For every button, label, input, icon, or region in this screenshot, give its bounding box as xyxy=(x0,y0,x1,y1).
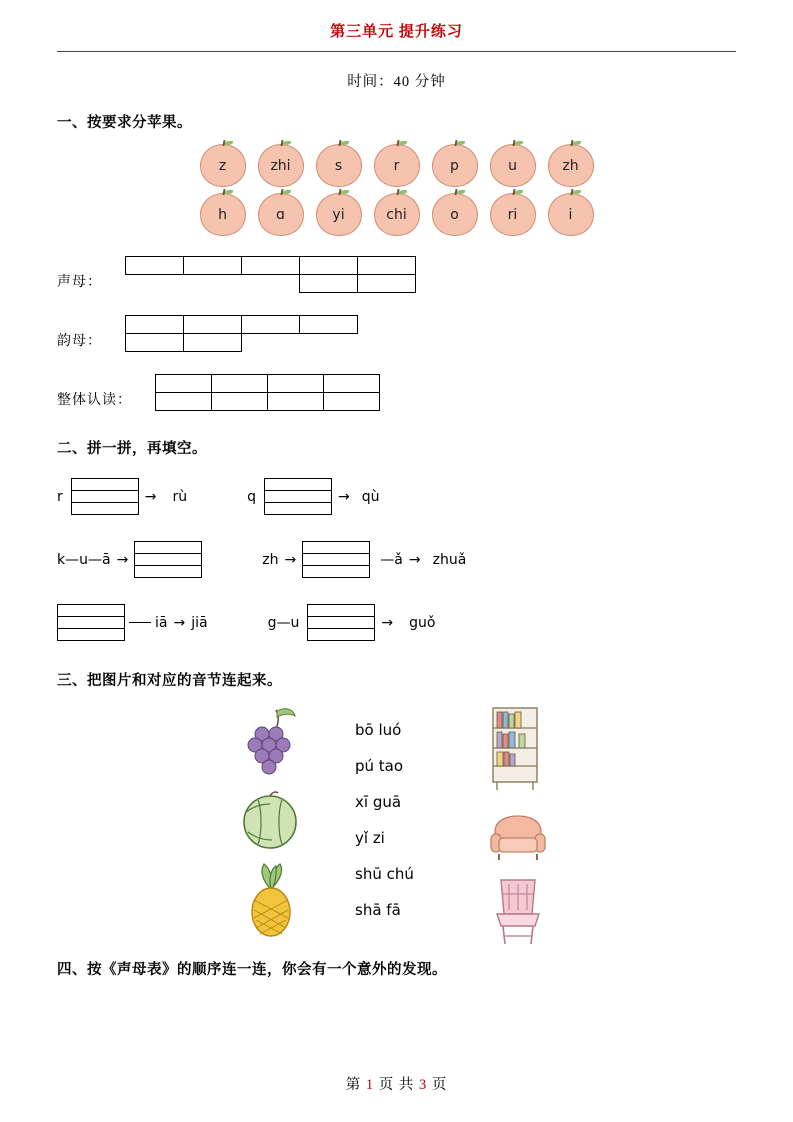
apple-item[interactable]: i xyxy=(548,193,594,236)
apple-item[interactable]: r xyxy=(374,144,420,187)
answer-box[interactable] xyxy=(71,478,139,515)
spell-result: zhuǎ xyxy=(432,551,467,568)
box-cell[interactable] xyxy=(303,566,370,578)
shengmu-answer-grid[interactable] xyxy=(125,256,416,293)
syllable-item[interactable]: bō luó xyxy=(355,721,402,739)
grid-cell[interactable] xyxy=(358,275,416,293)
apple-item[interactable]: chi xyxy=(374,193,420,236)
spell-prefix: zh xyxy=(262,551,279,568)
apple-item[interactable]: z xyxy=(200,144,246,187)
grid-cell[interactable] xyxy=(184,257,242,275)
shengmu-row xyxy=(57,256,793,293)
syllable-item[interactable]: shā fā xyxy=(355,901,401,919)
time-limit-text: 时间：40 分钟 xyxy=(347,74,446,90)
section-heading-two: 二、拼一拼，再填空。 xyxy=(57,441,207,457)
apple-row-2 xyxy=(200,193,594,236)
spell-result: rù xyxy=(172,488,188,505)
grid-cell xyxy=(126,275,184,293)
grid-cell[interactable] xyxy=(126,334,184,352)
syllable-item[interactable]: yǐ zi xyxy=(355,829,385,847)
yunmu-row xyxy=(57,315,793,352)
footer-prefix: 第 xyxy=(345,1077,362,1093)
connector-line xyxy=(129,622,151,623)
page-title: 第三单元 提升练习 xyxy=(330,24,463,40)
yunmu-label: 韵母： xyxy=(57,334,102,349)
spell-prefix: g—u xyxy=(267,614,300,631)
box-cell[interactable] xyxy=(58,617,125,629)
grid-cell[interactable] xyxy=(324,393,380,411)
shengmu-label: 声母： xyxy=(57,275,102,290)
matching-exercise xyxy=(0,704,793,944)
answer-box[interactable] xyxy=(302,541,370,578)
spell-mid: iā xyxy=(155,614,168,631)
box-cell[interactable] xyxy=(58,629,125,641)
grid-cell[interactable] xyxy=(268,375,324,393)
box-cell[interactable] xyxy=(303,554,370,566)
syllable-column xyxy=(355,712,414,928)
box-cell[interactable] xyxy=(71,503,138,515)
bookshelf-icon xyxy=(485,704,565,792)
grid-cell[interactable] xyxy=(212,393,268,411)
zhengti-row xyxy=(57,374,793,411)
apple-row-1 xyxy=(200,144,594,187)
apple-item[interactable]: ɑ xyxy=(258,193,304,236)
chair-icon xyxy=(485,874,565,948)
box-cell[interactable] xyxy=(135,554,202,566)
footer-total-pages: 3 xyxy=(418,1077,428,1093)
footer-mid: 页 共 xyxy=(378,1077,415,1093)
arrow-icon: → xyxy=(173,614,186,631)
grid-cell[interactable] xyxy=(242,316,300,334)
box-cell[interactable] xyxy=(308,605,375,617)
spell-result: jiā xyxy=(191,614,208,631)
spell-result: qù xyxy=(361,488,380,505)
apple-item[interactable]: ri xyxy=(490,193,536,236)
sofa-icon xyxy=(485,808,565,864)
box-cell[interactable] xyxy=(265,479,332,491)
watermelon-icon xyxy=(232,790,312,852)
arrow-icon: → xyxy=(338,488,350,505)
apple-item[interactable]: o xyxy=(432,193,478,236)
left-picture-column xyxy=(232,704,312,938)
spell-line-2 xyxy=(57,541,793,578)
section-heading-one: 一、按要求分苹果。 xyxy=(57,115,192,131)
zhengti-answer-grid[interactable] xyxy=(155,374,380,411)
arrow-icon: → xyxy=(144,488,157,505)
box-cell[interactable] xyxy=(308,629,375,641)
apple-item[interactable]: zhi xyxy=(258,144,304,187)
arrow-icon: → xyxy=(381,614,394,631)
spell-prefix: r xyxy=(57,488,63,505)
box-cell[interactable] xyxy=(265,491,332,503)
section-heading-four: 四、按《声母表》的顺序连一连，你会有一个意外的发现。 xyxy=(57,962,447,978)
zhengti-label: 整体认读： xyxy=(57,393,132,408)
apple-item[interactable]: yi xyxy=(316,193,362,236)
syllable-item[interactable]: xī guā xyxy=(355,793,402,811)
syllable-item[interactable]: pú tao xyxy=(355,757,404,775)
pineapple-icon xyxy=(232,862,312,938)
spell-prefix: q xyxy=(247,488,257,505)
box-cell[interactable] xyxy=(71,479,138,491)
section-heading-three: 三、把图片和对应的音节连起来。 xyxy=(57,673,282,689)
grid-cell[interactable] xyxy=(156,393,212,411)
answer-box[interactable] xyxy=(134,541,202,578)
grid-cell[interactable] xyxy=(184,316,242,334)
box-cell[interactable] xyxy=(58,605,125,617)
grid-cell[interactable] xyxy=(184,334,242,352)
grid-cell[interactable] xyxy=(126,257,184,275)
arrow-icon: → xyxy=(284,551,297,568)
grid-cell[interactable] xyxy=(358,257,416,275)
grid-cell[interactable] xyxy=(126,316,184,334)
yunmu-answer-grid[interactable] xyxy=(125,315,358,352)
spell-line-1 xyxy=(57,478,793,515)
syllable-item[interactable]: shū chú xyxy=(355,865,414,883)
box-cell[interactable] xyxy=(135,566,202,578)
grid-cell xyxy=(242,275,300,293)
answer-box[interactable] xyxy=(307,604,375,641)
grapes-icon xyxy=(232,704,312,778)
box-cell[interactable] xyxy=(303,542,370,554)
spell-prefix: k—u—ā xyxy=(57,551,111,568)
apple-item[interactable]: h xyxy=(200,193,246,236)
footer-suffix: 页 xyxy=(431,1077,448,1093)
footer-page-number: 1 xyxy=(365,1077,375,1093)
apple-item[interactable]: zh xyxy=(548,144,594,187)
grid-cell[interactable] xyxy=(300,275,358,293)
box-cell[interactable] xyxy=(135,542,202,554)
grid-cell xyxy=(242,334,300,352)
arrow-icon: → xyxy=(116,551,129,568)
grid-cell xyxy=(184,275,242,293)
spell-result: guǒ xyxy=(409,614,436,631)
page-footer xyxy=(0,1073,793,1094)
apple-item[interactable]: p xyxy=(432,144,478,187)
apple-item[interactable]: u xyxy=(490,144,536,187)
box-cell[interactable] xyxy=(308,617,375,629)
spell-line-3 xyxy=(57,604,793,641)
grid-cell[interactable] xyxy=(212,375,268,393)
header-divider xyxy=(57,51,736,52)
grid-cell[interactable] xyxy=(300,316,358,334)
grid-cell[interactable] xyxy=(156,375,212,393)
arrow-icon: → xyxy=(408,551,421,568)
grid-cell[interactable] xyxy=(242,257,300,275)
grid-cell xyxy=(300,334,358,352)
right-picture-column xyxy=(485,704,565,948)
grid-cell[interactable] xyxy=(324,375,380,393)
box-cell[interactable] xyxy=(265,503,332,515)
answer-box[interactable] xyxy=(264,478,332,515)
grid-cell[interactable] xyxy=(268,393,324,411)
apple-group xyxy=(0,144,793,236)
box-cell[interactable] xyxy=(71,491,138,503)
grid-cell[interactable] xyxy=(300,257,358,275)
apple-item[interactable]: s xyxy=(316,144,362,187)
answer-box[interactable] xyxy=(57,604,125,641)
spell-mid: —ǎ xyxy=(380,551,403,568)
